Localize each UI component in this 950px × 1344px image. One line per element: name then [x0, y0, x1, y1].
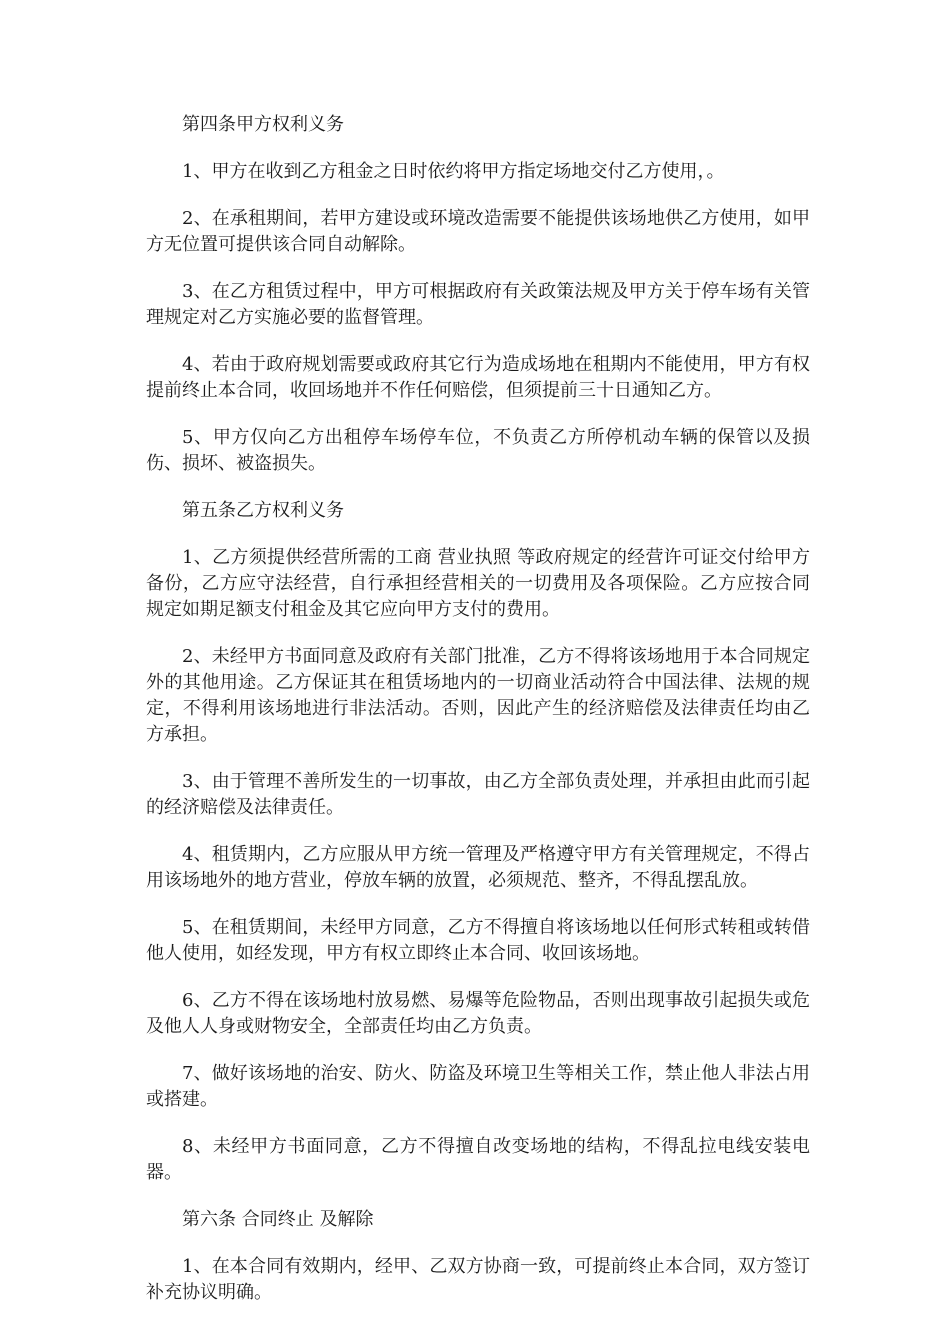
section-5-title: 第五条乙方权利义务	[182, 500, 344, 521]
section-5-item-2: 2、未经甲方书面同意及政府有关部门批准，乙方不得将该场地用于本合同规定外的其他用途。乙方保证其在租赁场地内的一切商业活动符合中国法律、法规的规定，不得利用该场地进行非法活动。否则，因此产生的经济赔偿及法律责任均由乙方承担。	[146, 646, 810, 745]
section-5-item-6: 6、乙方不得在该场地村放易燃、易爆等危险物品，否则出现事故引起损失或危及他人人身或财物安全，全部责任均由乙方负责。	[146, 990, 810, 1037]
section-4-item-1: 1、甲方在收到乙方租金之日时依约将甲方指定场地交付乙方使用，。	[182, 161, 725, 182]
section-5-item-4: 4、租赁期内，乙方应服从甲方统一管理及严格遵守甲方有关管理规定，不得占用该场地外的地方营业，停放车辆的放置，必须规范、整齐，不得乱摆乱放。	[146, 844, 810, 891]
section-5-item-8: 8、未经甲方书面同意，乙方不得擅自改变场地的结构，不得乱拉电线安装电器。	[146, 1136, 810, 1183]
document-page	[146, 112, 810, 1327]
section-4-item-5: 5、甲方仅向乙方出租停车场停车位，不负责乙方所停机动车辆的保管以及损伤、损坏、被盗损失。	[146, 427, 810, 474]
section-4-item-4: 4、若由于政府规划需要或政府其它行为造成场地在租期内不能使用，甲方有权提前终止本合同，收回场地并不作任何赔偿，但须提前三十日通知乙方。	[146, 354, 810, 401]
section-6-title: 第六条 合同终止 及解除	[182, 1209, 374, 1230]
section-4-title: 第四条甲方权利义务	[182, 114, 344, 135]
section-5-item-5: 5、在租赁期间，未经甲方同意，乙方不得擅自将该场地以任何形式转租或转借他人使用，如经发现，甲方有权立即终止本合同、收回该场地。	[146, 917, 810, 964]
section-5-item-3: 3、由于管理不善所发生的一切事故，由乙方全部负责处理，并承担由此而引起的经济赔偿及法律责任。	[146, 771, 810, 818]
section-6-item-1: 1、在本合同有效期内，经甲、乙双方协商一致，可提前终止本合同，双方签订补充协议明确。	[146, 1256, 810, 1303]
section-4-item-3: 3、在乙方租赁过程中，甲方可根据政府有关政策法规及甲方关于停车场有关管理规定对乙方实施必要的监督管理。	[146, 281, 810, 328]
section-4-item-2: 2、在承租期间，若甲方建设或环境改造需要不能提供该场地供乙方使用，如甲方无位置可提供该合同自动解除。	[146, 208, 810, 255]
section-5-item-7: 7、做好该场地的治安、防火、防盗及环境卫生等相关工作，禁止他人非法占用或搭建。	[146, 1063, 810, 1110]
section-5-item-1: 1、乙方须提供经营所需的工商 营业执照 等政府规定的经营许可证交付给甲方备份，乙方应守法经营，自行承担经营相关的一切费用及各项保险。乙方应按合同规定如期足额支付租金及其它应向甲方支付的费用。	[146, 547, 810, 620]
